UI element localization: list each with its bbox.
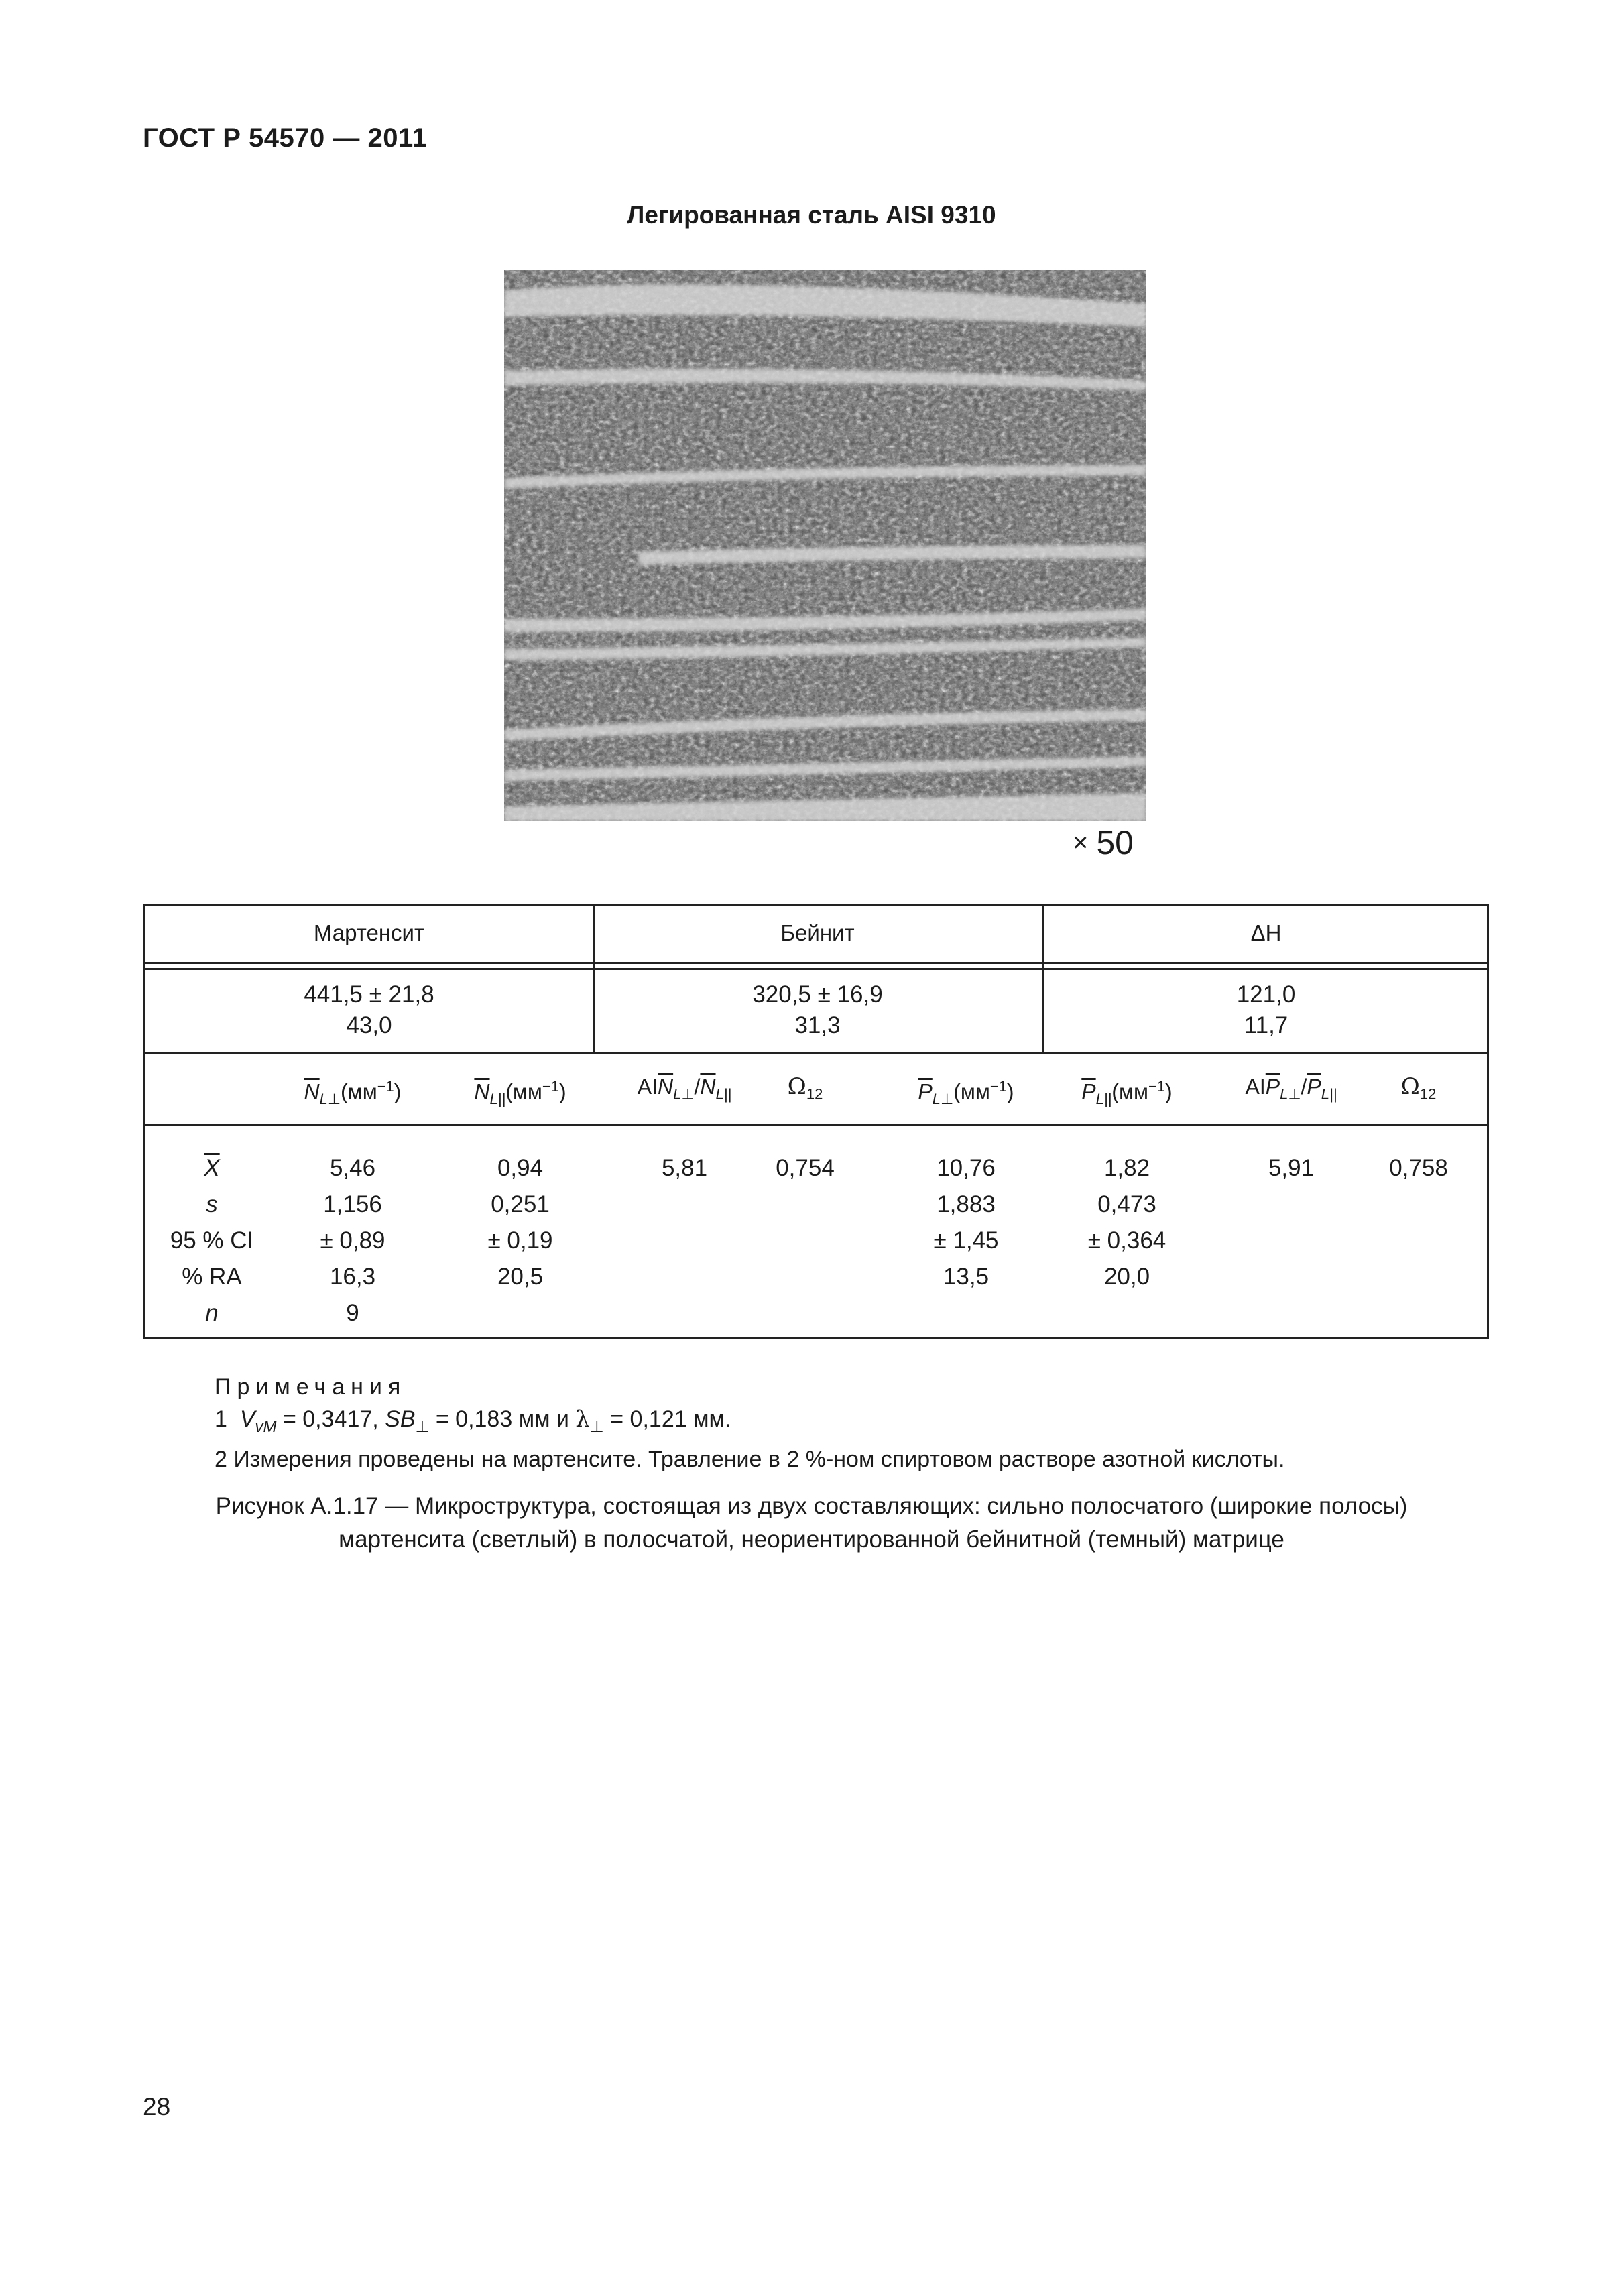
symbol-p: $\overline{P}$ [1307,1075,1321,1099]
row-label-ci: 95 % CI [170,1227,254,1254]
table-divider [145,1124,1487,1126]
table-cell: 1,82 [1103,1155,1150,1181]
notes-heading: Примечания [215,1374,407,1400]
symbol-n: $\overline{N}$ [658,1075,674,1099]
phase-header-martensite: Мартенсит [313,920,425,945]
slash: / [694,1075,701,1099]
table-divider [145,1052,1487,1054]
table-cell: 1,156 [323,1191,382,1217]
table-cell: ± 1,45 [933,1227,999,1254]
subscript-par: L|| [1321,1085,1337,1103]
table-cell: 0,473 [1097,1191,1156,1217]
document-header: ГОСТ Р 54570 — 2011 [143,123,428,153]
note-1-lambda-sub: ⊥ [589,1417,604,1436]
note-1 [215,1403,1284,1443]
note-1-lambda-value: = 0,121 мм. [603,1406,731,1432]
figure-title: Легированная сталь AISI 9310 [627,201,996,229]
caption-line-2: мартенсита (светлый) в полосчатой, неориентированной бейнитной (темный) матрице [339,1526,1284,1553]
unit-exp: −1 [989,1078,1007,1095]
martensite-value-line2: 43,0 [346,1012,392,1038]
table-cell: 16,3 [329,1264,376,1290]
table-cell: 5,46 [329,1155,376,1181]
omega-sub: 12 [806,1085,823,1103]
unit-close: ) [394,1079,402,1104]
table-divider [145,968,1487,970]
table-cell: ± 0,89 [320,1227,385,1254]
table-cell: 20,5 [497,1264,544,1290]
note-2: 2 Измерения проведены на мартенсите. Травление в 2 %-ном спиртовом растворе азотной кислоты. [215,1446,1285,1472]
unit-exp: −1 [1148,1078,1166,1095]
table-cell: 9 [346,1300,359,1326]
bainite-value-line2: 31,3 [794,1012,841,1038]
bainite-value-line1: 320,5 ± 16,9 [752,981,883,1008]
unit-mm: (мм [953,1079,990,1104]
unit-mm: (мм [505,1079,542,1104]
table-cell: 13,5 [943,1264,989,1290]
row-label-s: s [206,1191,218,1217]
note-1-lambda: λ [575,1406,590,1433]
col-header-nl-par [453,1073,587,1113]
row-label-mean [145,1150,279,1187]
note-1-sb-sub: ⊥ [415,1417,430,1436]
unit-exp: −1 [542,1078,559,1095]
subscript-par: L|| [489,1091,506,1108]
table-cell: 0,758 [1389,1155,1448,1181]
table-cell: 5,81 [661,1155,708,1181]
phase-value-bainite [593,979,1042,1041]
martensite-value-line1: 441,5 ± 21,8 [304,981,434,1008]
page-number: 28 [143,2093,171,2120]
subscript-perp: L⊥ [932,1091,954,1108]
table-cell: 0,94 [497,1155,544,1181]
unit-close: ) [558,1079,566,1104]
unit-exp: −1 [377,1078,394,1095]
phase-header-delta-h: ΔH [1250,920,1282,945]
table-cell: 0,754 [776,1155,835,1181]
table-cell: ± 0,19 [487,1227,553,1254]
col-header-ai-n [617,1073,752,1107]
note-1-sb-value: = 0,183 мм и [429,1406,576,1432]
figure-caption [0,1490,1623,1557]
omega-symbol: Ω [787,1073,806,1100]
note-1-v-sub: vM [255,1417,277,1436]
notes-block [215,1371,1284,1475]
row-label-n: n [205,1300,219,1326]
col-header-omega-1 [765,1073,845,1107]
multiply-symbol: × [1073,828,1089,857]
subscript-perp: L⊥ [319,1091,341,1108]
subscript-perp: L⊥ [1280,1085,1301,1103]
slash: / [1301,1075,1307,1099]
magnification-value: 50 [1096,824,1134,861]
table-divider [145,962,1487,964]
phase-header-bainite: Бейнит [780,920,855,945]
subscript-par: L|| [1095,1091,1112,1108]
row-label-ra: % RA [182,1264,242,1290]
phase-value-delta-h [1042,979,1490,1041]
subscript-par: L|| [715,1085,732,1103]
subscript-perp: L⊥ [673,1085,695,1103]
symbol-n: $\overline{N}$ [474,1079,490,1104]
symbol-p: $\overline{P}$ [1081,1079,1096,1104]
mean-symbol: $\overline{X}$ [204,1155,220,1181]
magnification-label [1073,823,1134,862]
symbol-p: $\overline{P}$ [918,1079,933,1104]
symbol-n: $\overline{N}$ [304,1079,320,1104]
caption-line-1: Рисунок А.1.17 — Микроструктура, состоящая из двух составляющих: сильно полосчатого (широкие полосы) [215,1493,1408,1519]
ai-label: AI [1245,1075,1266,1099]
unit-close: ) [1006,1079,1014,1104]
note-1-v-value: = 0,3417, [276,1406,385,1432]
phase-value-martensite [145,979,593,1041]
col-header-pl-perp [899,1073,1033,1113]
col-header-omega-2 [1378,1073,1459,1107]
delta-h-value-line1: 121,0 [1236,981,1296,1008]
table-cell: 10,76 [937,1155,996,1181]
unit-mm: (мм [341,1079,377,1104]
ai-label: AI [637,1075,658,1099]
note-1-number: 1 [215,1406,227,1432]
unit-mm: (мм [1111,1079,1148,1104]
note-1-v: V [239,1406,255,1432]
data-table [143,904,1489,1339]
symbol-n: $\overline{N}$ [700,1075,716,1099]
table-cell: ± 0,364 [1087,1227,1166,1254]
omega-symbol: Ω [1400,1073,1420,1100]
symbol-p: $\overline{P}$ [1265,1075,1280,1099]
table-cell: 20,0 [1103,1264,1150,1290]
table-cell: 5,91 [1268,1155,1315,1181]
col-header-nl-perp [286,1073,420,1113]
delta-h-value-line2: 11,7 [1244,1012,1288,1038]
table-cell: 1,883 [937,1191,996,1217]
micrograph-image [504,270,1146,821]
table-cell: 0,251 [491,1191,550,1217]
omega-sub: 12 [1419,1085,1437,1103]
note-1-sb: SB [385,1406,416,1432]
unit-close: ) [1165,1079,1173,1104]
col-header-ai-p [1224,1073,1358,1107]
col-header-pl-par [1060,1073,1194,1113]
